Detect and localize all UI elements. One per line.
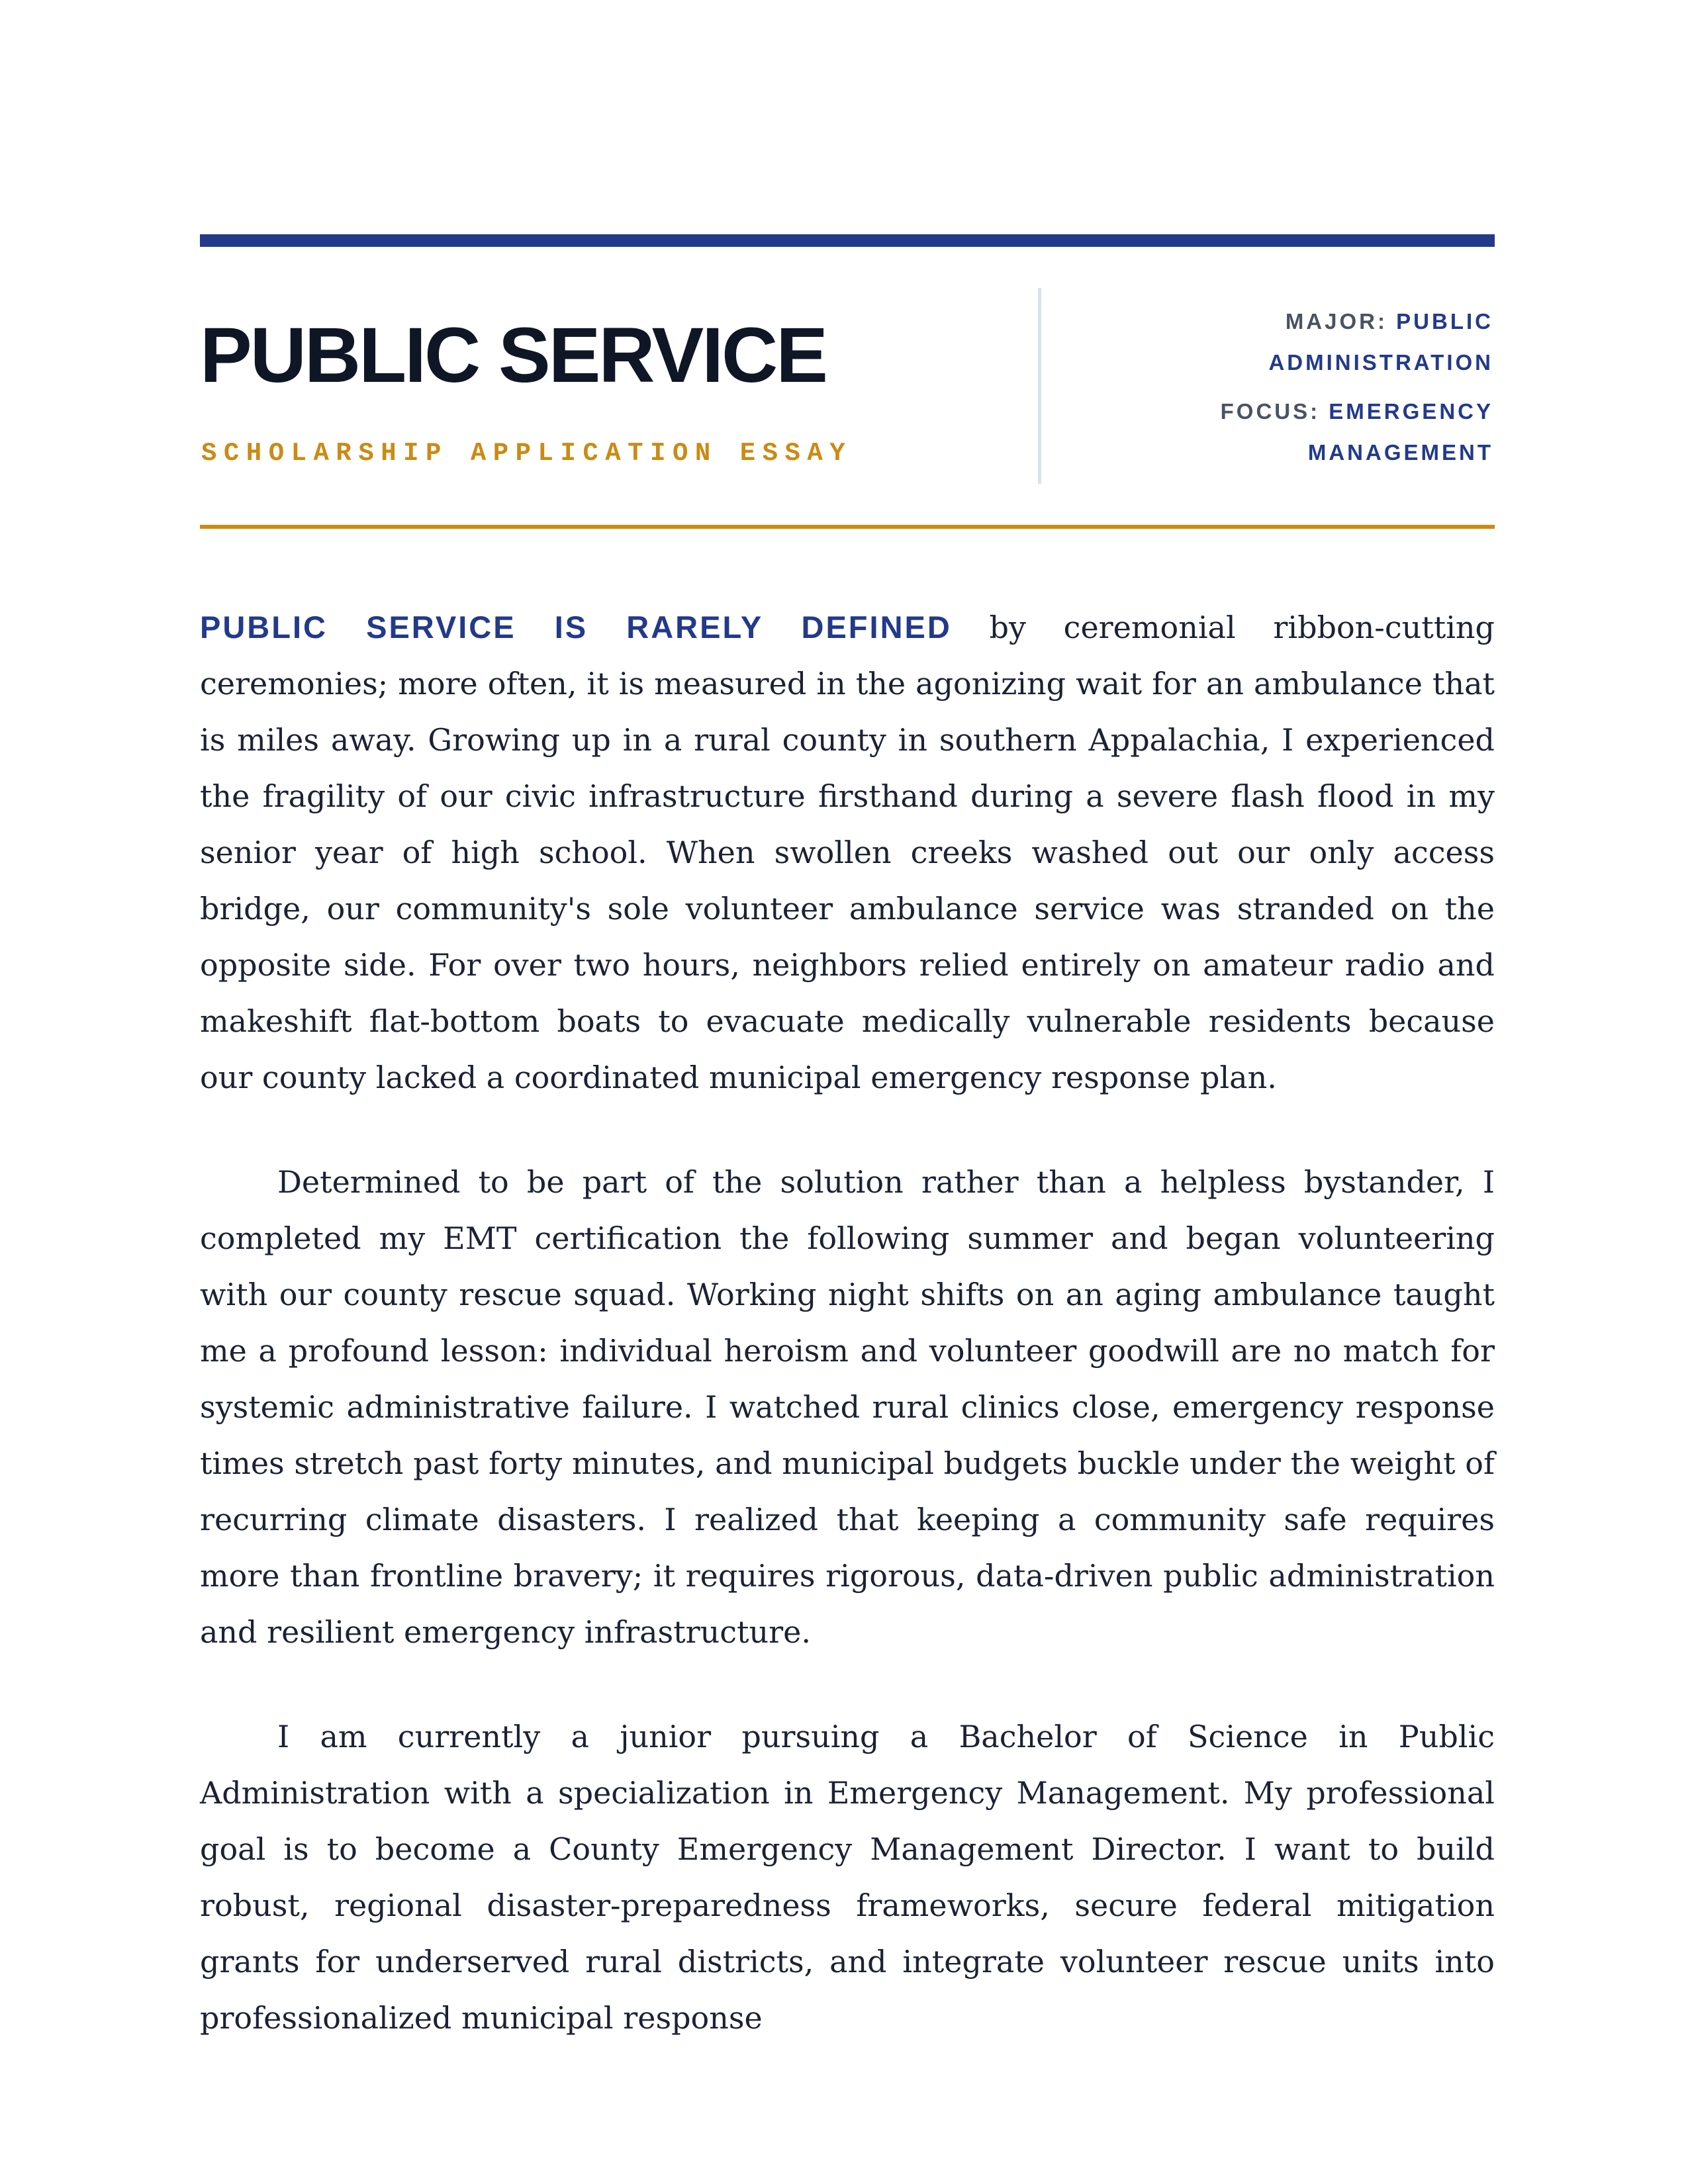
focus-info (1136, 391, 1493, 473)
essay-body (200, 599, 1495, 2095)
header-bottom-rule (200, 525, 1495, 529)
essay-paragraph-3: I am currently a junior pursuing a Bachelor of Science in Public Administration with a specialization in Emergency Management. My professional goal is to become a County Emergency Management Director. I want to build robust, regional disaster-preparedness frameworks, secure federal mitigation grants for underserved rural districts, and integrate volunteer rescue units into professionalized municipal response (200, 1719, 1495, 2036)
major-info (1136, 301, 1493, 383)
applicant-meta (1136, 301, 1493, 481)
essay-header (200, 247, 1495, 528)
top-accent-rule (200, 234, 1495, 247)
major-value: PUBLIC ADMINISTRATION (1268, 309, 1493, 375)
page-title: PUBLIC SERVICE (200, 312, 826, 399)
focus-value: EMERGENCY MANAGEMENT (1307, 399, 1493, 465)
focus-label: FOCUS: (1220, 399, 1329, 424)
page-subtitle: SCHOLARSHIP APPLICATION ESSAY (201, 439, 853, 468)
essay-paragraph-1 (200, 599, 1495, 1106)
header-divider (1038, 288, 1041, 484)
essay-paragraph-1-text: by ceremonial ribbon-cutting ceremonies; more often, it is measured in the agonizing wait for an ambulance that is miles away. Growing up in a rural county in southern Appalachia, I experienced the fragility of our civic infrastructure firsthand during a severe flash flood in my senior year of high school. When swollen creeks washed out our only access bridge, our community's sole volunteer ambulance service was stranded on the opposite side. For over two hours, neighbors relied entirely on amateur radio and makeshift flat-bottom boats to evacuate medically vulnerable residents because our county lacked a coordinated municipal emergency response plan. (200, 610, 1495, 1095)
essay-page (200, 0, 1495, 2184)
essay-paragraph-2: Determined to be part of the solution rather than a helpless bystander, I completed my EMT certification the following summer and began volunteering with our county rescue squad. Working night shifts on an aging ambulance taught me a profound lesson: individual heroism and volunteer goodwill are no match for systemic administrative failure. I watched rural clinics close, emergency response times stretch past forty minutes, and municipal budgets buckle under the weight of recurring climate disasters. I realized that keeping a community safe requires more than frontline bravery; it requires rigorous, data-driven public administration and resilient emergency infrastructure. (200, 1164, 1495, 1650)
major-label: MAJOR: (1285, 309, 1397, 334)
essay-lead-in: PUBLIC SERVICE IS RARELY DEFINED (200, 610, 952, 645)
